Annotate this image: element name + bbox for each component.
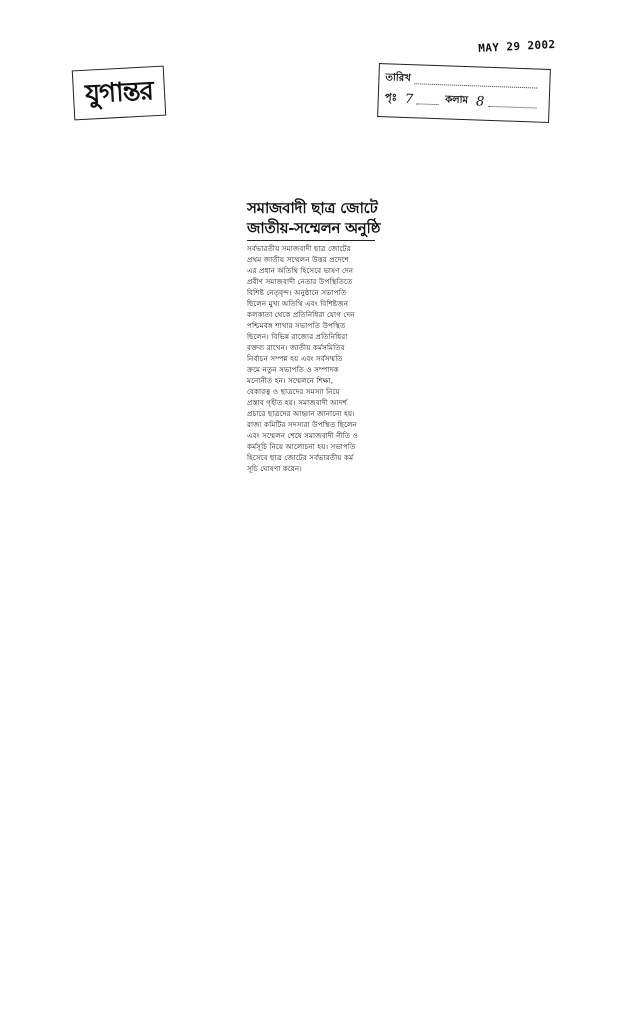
record-date-blank xyxy=(415,75,538,88)
clipping-body-line: প্রবীণ সমাজবাদী নেতার উপস্থিতিতে xyxy=(247,277,353,286)
clipping-body-line: এর প্রধান অতিথি হিসেবে ভাষণ দেন xyxy=(247,266,354,275)
clipping-headline-line-1: সমাজবাদী ছাত্র জোটে xyxy=(247,199,378,217)
clipping-body-line: বক্তব্য রাখেন। জাতীয় কর্মসমিতির xyxy=(247,343,345,352)
newspaper-name: যুগান্তর xyxy=(84,76,154,110)
clipping-body-line: মনোনীত হন। সম্মেলনে শিক্ষা, xyxy=(247,376,334,385)
clipping-body-line: ক্রমে নতুন সভাপতি ও সম্পাদক xyxy=(247,365,339,374)
date-stamp: MAY 29 2002 xyxy=(478,37,556,55)
clipping-body xyxy=(247,243,375,474)
clipping-body-line: ছিলেন। বিভিন্ন রাজ্যের প্রতিনিধিরা xyxy=(247,332,348,341)
clipping-body-line: প্রচারে ছাত্রদের আহ্বান জানানো হয়। xyxy=(247,409,355,418)
clipping-body-line: হিসেবে ছাত্র জোটের সর্বভারতীয় কর্ম xyxy=(247,453,354,462)
clipping-body-line: ছিলেন মুখ্য অতিথি এবং বিশিষ্টজন xyxy=(247,299,349,308)
clipping-body-line: নির্বাচন সম্পন্ন হয় এবং সর্বসম্মতি xyxy=(247,354,343,363)
record-page-column-row xyxy=(384,88,543,114)
clipping-body-line: সর্বভারতীয় সমাজবাদী ছাত্র জোটের xyxy=(247,244,351,253)
record-page-label: পৃঃ xyxy=(384,91,398,104)
newspaper-masthead-stamp xyxy=(72,66,166,121)
clipping-divider xyxy=(247,240,375,241)
clipping-body-line: কর্মসূচি নিয়ে আলোচনা হয়। সভাপতি xyxy=(247,442,356,451)
record-column-blank xyxy=(488,97,537,108)
clipping-body-line: পশ্চিমবঙ্গ শাখার সভাপতি উপস্থিত xyxy=(247,321,346,330)
record-column-value: 8 xyxy=(475,93,485,110)
clipping-headline-line-2: জাতীয়-সম্মেলন অনুষ্ঠি xyxy=(247,219,381,237)
clipping-body-line: সূচি ঘোষণা করেন। xyxy=(247,464,302,473)
clipping-body-line: কলকাতা থেকে প্রতিনিধিরা যোগ দেন xyxy=(247,310,355,319)
record-page-blank xyxy=(417,95,439,105)
record-column-label: কলাম xyxy=(444,93,469,106)
record-page-value: 7 xyxy=(404,91,414,107)
clipping-body-line: বেকারত্ব ও ছাত্রদের সমস্যা নিয়ে xyxy=(247,387,340,396)
record-date-label: তারিখ xyxy=(385,71,412,84)
clipping-body-line: এবং সম্মেলন শেষে সমাজবাদী নীতি ও xyxy=(247,431,358,440)
newspaper-clipping xyxy=(247,198,381,474)
clipping-body-line: বিশিষ্ট নেতৃবৃন্দ। অনুষ্ঠানে সভাপতি xyxy=(247,288,347,297)
clipping-body-line: রাজ্য কমিটির সদস্যরা উপস্থিত ছিলেন xyxy=(247,420,357,429)
clipping-body-line: প্রথম জাতীয় সম্মেলন উত্তর প্রদেশে xyxy=(247,255,349,264)
clipping-body-line: প্রস্তাব গৃহীত হয়। সমাজবাদী আদর্শ xyxy=(247,398,347,407)
record-stamp xyxy=(377,63,551,123)
